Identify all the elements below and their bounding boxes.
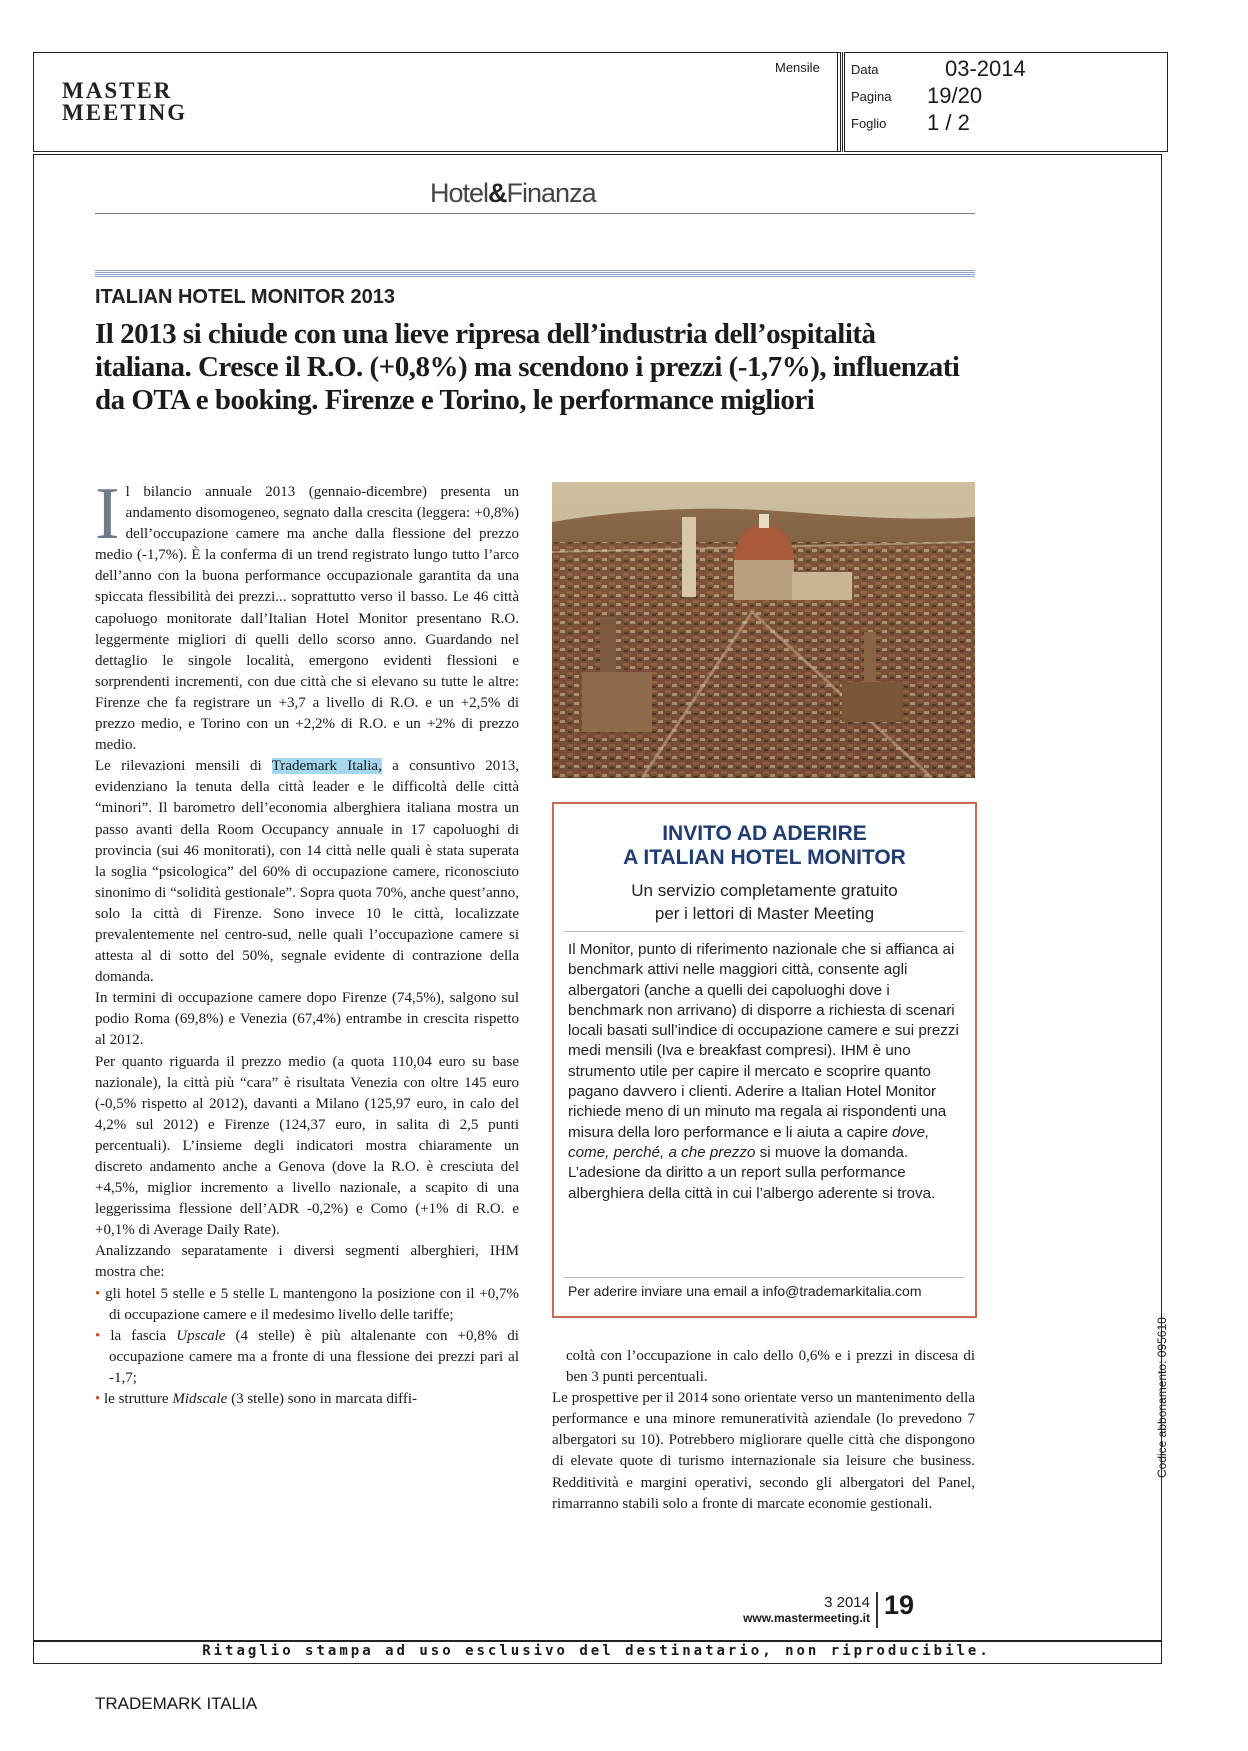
- highlighted-name: Trademark Italia,: [271, 758, 382, 775]
- magazine-title: [430, 178, 596, 209]
- box-email-line: Per aderire inviare una email a info@trademarkitalia.com: [568, 1283, 922, 1299]
- paragraph-right-2: Le prospettive per il 2014 sono orientate verso un mantenimento della performance e una minore remuneratività aziendale (lo prevedono 7 albergatori su 10). Potrebbero migliorare quelle città che dispongono di elevate quote di turismo internazionale sia leisure che business. Redditività e margini operativi, secondo gli albergatori del Panel, rimarranno stabili solo a fronte di marcate economie gestionali.: [552, 1390, 975, 1512]
- bullet-2-text-b: (4 stelle) è più altalenante con +0,8% di occupazione camere ma a fronte di una flessione dei prezzi pari al -1,7;: [109, 1327, 519, 1386]
- article-right-column: [552, 1346, 975, 1515]
- paragraph-3: In termini di occupazione camere dopo Firenze (74,5%), salgono sul podio Roma (69,8%) e Venezia (67,4%) entrambe in crescita rispetto al 2012.: [95, 990, 519, 1049]
- paragraph-4: Per quanto riguarda il prezzo medio (a quota 110,04 euro su base nazionale), la città più “cara” è risultata Venezia con oltre 145 euro (-0,5% rispetto al 2012), davanti a Milano (125,97 euro, in calo del 4,2% sul 2012) e Firenze (124,37 euro, in salita di 2,5 punti percentuali). L’insieme degli indicatori mostra chiaramente un discreto andamento anche a Genova (dove la R.O. è cresciuta del +4,5%, miglior incremento a livello nazionale, a scapito di una leggerissima flessione dell’ADR -0,2%) e Como (+1% di R.O. e +0,1% di Average Daily Rate).: [95, 1053, 519, 1239]
- headline: Il 2013 si chiude con una lieve ripresa dell’industria dell’ospitalità italiana. Cresce il R.O. (+0,8%) ma scendono i prezzi (-1,7%), influenzati da OTA e booking. Firenze e Torino, le performance migliori: [95, 318, 960, 416]
- page-number: 19: [884, 1590, 915, 1620]
- box-body-emphasis: dove, come, perché, a che prezzo: [568, 1123, 930, 1161]
- paragraph-2-rest: a consuntivo 2013, evidenziano la tenuta della città leader e le difficoltà delle città “minori”. Il barometro dell’economia alberghiera italiana mostra un passo avanti della Room Occupancy annuale in 17 capoluoghi di provincia (sui 46 monitorati), con 14 città nelle quali è stata superata la soglia “psicologica” del 60% di occupazione camere, riconosciuto sinonimo di “solidità gestionale”. Sopra quota 70%, anche quest’anno, solo la città di Firenze. Sono invece 10 le città, localizzate prevalentemente nel centro-sud, nelle quali l’occupazione camere si attesta al di sotto del 50%, segnale evidente di contrazione della domanda.: [95, 758, 519, 986]
- box-subtitle-line-2: per i lettori di Master Meeting: [654, 904, 875, 923]
- paragraph-5: Analizzando separatamente i diversi segmenti alberghieri, IHM mostra che:: [95, 1243, 519, 1281]
- bullet-item-3: [95, 1389, 519, 1410]
- paragraph-right-1: coltà con l’occupazione in calo dello 0,6% e i prezzi in discesa di ben 3 punti percentuali.: [566, 1348, 975, 1386]
- bullet-3-text-a: le strutture: [104, 1391, 173, 1408]
- section-rule: [95, 270, 975, 278]
- magazine-title-amp: &: [488, 178, 507, 208]
- bullet-2-text-a: la fascia: [110, 1327, 177, 1344]
- box-body: [568, 940, 962, 1204]
- frequency-label: Mensile: [775, 60, 820, 75]
- article-left-column: [95, 473, 519, 1410]
- footer-notice: Ritaglio stampa ad uso esclusivo del destinatario, non riproducibile.: [202, 1643, 991, 1659]
- box-subtitle-line-1: Un servizio completamente gratuito: [631, 881, 898, 900]
- bullet-3-emphasis: Midscale: [172, 1391, 228, 1408]
- paragraph-1-text: l bilancio annuale 2013 (gennaio-dicembre) presenta un andamento disomogeneo, segnato dalla crescita (leggera: +0,8%) dell’occupazione camere ma anche dalla flessione del prezzo medio (-1,7%). È la conferma di un trend registrato lungo tutto l’arco dell’anno con la buona performance occupazionale garantita da una spiccata flessibilità dei prezzi... soprattutto verso il basso. Le 46 città capoluogo monitorate dall’Italian Hotel Monitor presentano R.O. leggermente migliori di quelli dello scorso anno. Guardando nel dettaglio le singole località, emergono evidenti flessioni e sorprendenti incrementi, con due città che si elevano su tutte le altre: Firenze che fa registrare un +3,7 a livello di R.O. e un +2,5% di prezzo medio, e Torino con un +2,2% di R.O. e un +2% di prezzo medio.: [95, 484, 519, 754]
- box-title-line-1: INVITO AD ADERIRE: [662, 822, 867, 845]
- page-url: www.mastermeeting.it: [743, 1611, 870, 1625]
- header-separator: [837, 52, 843, 152]
- page-issue: 3 2014: [824, 1594, 870, 1611]
- box-divider: [564, 931, 964, 932]
- paragraph-2: [95, 756, 519, 988]
- box-body-text-c: L’adesione da diritto a un report sulla performance alberghiera della città in cui l’albergo aderente si trova.: [568, 1164, 936, 1202]
- data-label: Data: [851, 62, 879, 77]
- logo-line-2: MEETING: [62, 100, 188, 125]
- box-body-text-b: si muove la domanda.: [755, 1143, 909, 1161]
- foglio-value: 1 / 2: [927, 110, 970, 135]
- magazine-title-right: Finanza: [506, 178, 596, 208]
- foglio-label: Foglio: [851, 116, 887, 131]
- box-divider-2: [564, 1277, 964, 1278]
- box-body-text-a: Il Monitor, punto di riferimento nazionale che si affianca ai benchmark attivi nelle maggiori città, consente agli albergatori (anche a quelli dei capoluoghi dove i benchmark non arrivano) di disporre a richiesta di scenari locali basati sull’indice di occupazione camere e sui prezzi medi mensili (Iva e breakfast compresi). IHM è uno strumento utile per capire il mercato e scoprire quanto pagano davvero i clienti. Aderire a Italian Hotel Monitor richiede meno di un minuto ma regala ai rispondenti una misura della loro performance e li aiuta a capire: [568, 941, 959, 1141]
- bullet-icon: •: [95, 1327, 111, 1344]
- paragraph-2-start: Le rilevazioni mensili di: [95, 758, 272, 775]
- box-title: [554, 822, 975, 870]
- data-value: 03-2014: [945, 56, 1026, 81]
- box-subtitle: [554, 879, 975, 925]
- bullet-2-emphasis: Upscale: [176, 1327, 226, 1344]
- florence-aerial-photo: [552, 482, 975, 778]
- bullet-icon: •: [95, 1285, 106, 1302]
- box-title-line-2: A ITALIAN HOTEL MONITOR: [623, 846, 906, 869]
- paragraph-1: [95, 473, 519, 756]
- invitation-box: [552, 802, 977, 1318]
- subscription-code: Codice abbonamento: 095610: [1155, 1317, 1169, 1478]
- magazine-rule: [95, 213, 975, 214]
- page-number-divider: [876, 1592, 878, 1628]
- dropcap: I: [95, 473, 120, 555]
- bullet-icon: •: [95, 1391, 105, 1408]
- logo-line-1: MASTER: [62, 78, 173, 103]
- client-name: TRADEMARK ITALIA: [95, 1694, 258, 1713]
- bullet-1-text: gli hotel 5 stelle e 5 stelle L mantengono la posizione con il +0,7% di occupazione camere e il medesimo livello delle tariffe;: [105, 1285, 519, 1323]
- pagina-value: 19/20: [927, 83, 983, 108]
- page-issue-block: [722, 1594, 870, 1625]
- bullet-3-text-b: (3 stelle) sono in marcata diffi-: [227, 1391, 417, 1408]
- section-title: ITALIAN HOTEL MONITOR 2013: [95, 286, 396, 308]
- pagina-label: Pagina: [851, 89, 892, 104]
- magazine-title-left: Hotel: [430, 178, 489, 208]
- publication-logo: [62, 80, 187, 124]
- bullet-item-1: [95, 1284, 519, 1326]
- bullet-item-2: [95, 1326, 519, 1389]
